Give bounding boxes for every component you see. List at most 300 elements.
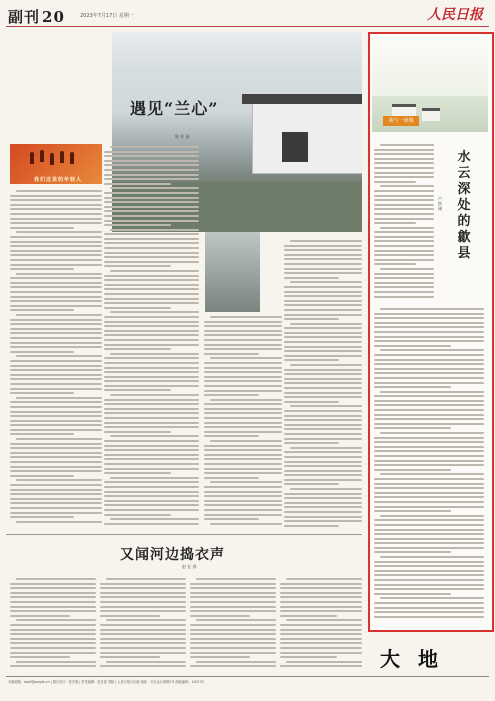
text-line (284, 369, 362, 371)
text-line (104, 403, 199, 405)
sidebar-column-badge: 我与一座城 (383, 116, 419, 126)
text-line (284, 332, 362, 334)
text-line (290, 364, 362, 366)
text-line (104, 344, 199, 346)
text-line (196, 578, 276, 580)
text-line (374, 331, 484, 333)
text-line (104, 224, 171, 226)
banner-caption: 我们这里的年轻人 (34, 177, 83, 183)
text-line (10, 443, 102, 445)
text-line (284, 511, 362, 513)
text-line (280, 633, 362, 635)
text-line (190, 583, 276, 585)
text-line (374, 538, 484, 540)
text-line (10, 415, 102, 417)
text-line (284, 336, 362, 338)
text-line (104, 197, 199, 199)
text-line (280, 583, 362, 585)
text-line (284, 465, 362, 467)
text-line (374, 218, 434, 220)
roof-shape (242, 94, 362, 104)
text-line (110, 311, 199, 313)
text-line (10, 642, 96, 644)
text-line (104, 256, 199, 258)
text-line (380, 308, 484, 310)
text-line (10, 291, 102, 293)
text-line (374, 570, 484, 572)
text-line (284, 309, 362, 311)
text-line (374, 607, 484, 609)
text-line (374, 616, 484, 618)
text-line (374, 529, 484, 531)
text-line (104, 160, 199, 162)
text-line (280, 592, 362, 594)
text-line (374, 579, 484, 581)
text-line (374, 176, 434, 178)
text-line (104, 362, 199, 364)
text-line (104, 371, 199, 373)
text-line (374, 418, 484, 420)
text-line (284, 258, 362, 260)
article-column-1 (10, 190, 102, 530)
text-line (204, 380, 282, 382)
text-line (374, 153, 434, 155)
text-line (374, 478, 484, 480)
text-line (204, 394, 259, 396)
text-line (380, 515, 484, 517)
text-line (290, 281, 362, 283)
text-line (374, 561, 484, 563)
text-line (374, 542, 484, 544)
text-line (10, 606, 96, 608)
text-line (10, 208, 102, 210)
text-line (290, 447, 362, 449)
text-line (104, 417, 199, 419)
text-line (104, 514, 171, 516)
text-line (204, 412, 282, 414)
text-line (204, 445, 282, 447)
text-line (290, 323, 362, 325)
text-line (284, 286, 362, 288)
text-line (10, 199, 102, 201)
text-line (110, 353, 199, 355)
text-line (210, 523, 282, 525)
text-line (284, 410, 362, 412)
text-line (284, 461, 362, 463)
sidebar-article-title: 水云深处的歙县 (457, 150, 471, 261)
text-line (190, 652, 276, 654)
text-line (104, 215, 199, 217)
text-line (374, 222, 416, 224)
text-line (104, 454, 199, 456)
text-line (204, 449, 282, 451)
text-line (374, 437, 484, 439)
text-line (10, 401, 102, 403)
text-line (210, 357, 282, 359)
text-line (284, 346, 362, 348)
text-line (10, 665, 96, 667)
text-line (280, 606, 362, 608)
text-line (380, 227, 434, 229)
text-line (280, 624, 362, 626)
text-line (204, 334, 282, 336)
text-line (106, 661, 186, 663)
text-line (284, 327, 362, 329)
text-line (104, 408, 199, 410)
text-line (100, 642, 186, 644)
text-line (380, 556, 484, 558)
page-number: 20 (42, 8, 65, 26)
text-line (204, 348, 282, 350)
text-line (110, 518, 199, 520)
text-line (290, 240, 362, 242)
text-line (10, 374, 102, 376)
text-line (374, 236, 434, 238)
text-line (10, 470, 102, 472)
text-line (374, 400, 484, 402)
text-line (374, 213, 434, 215)
text-line (284, 378, 362, 380)
text-line (374, 345, 451, 347)
text-line (104, 412, 199, 414)
text-line (204, 463, 282, 465)
text-line (204, 376, 282, 378)
text-line (10, 516, 74, 518)
text-line (374, 296, 434, 298)
text-line (374, 501, 484, 503)
text-line (204, 504, 282, 506)
text-line (100, 629, 186, 631)
header-divider (6, 26, 489, 27)
second-article-column-4 (280, 578, 362, 670)
text-line (374, 340, 484, 342)
text-line (190, 601, 276, 603)
text-line (104, 307, 171, 309)
text-line (284, 373, 362, 375)
text-line (104, 210, 199, 212)
main-article-title: 遇见“兰心” (130, 99, 219, 118)
text-line (10, 309, 74, 311)
text-line (284, 249, 362, 251)
text-line (190, 615, 250, 617)
text-line (104, 445, 199, 447)
text-line (110, 394, 199, 396)
text-line (204, 353, 259, 355)
text-line (10, 466, 102, 468)
text-line (380, 597, 484, 599)
text-line (110, 270, 199, 272)
text-line (104, 458, 199, 460)
text-line (16, 397, 102, 399)
text-line (196, 619, 276, 621)
text-line (380, 144, 434, 146)
text-line (100, 583, 186, 585)
text-line (286, 619, 362, 621)
text-line (10, 601, 96, 603)
text-line (10, 452, 102, 454)
text-line (10, 222, 102, 224)
text-line (10, 305, 102, 307)
text-line (104, 509, 199, 511)
text-line (374, 317, 484, 319)
text-line (374, 326, 484, 328)
text-line (204, 325, 282, 327)
text-line (104, 201, 199, 203)
text-line (10, 378, 102, 380)
text-line (104, 174, 199, 176)
text-line (374, 492, 484, 494)
text-line (284, 428, 362, 430)
text-line (16, 479, 102, 481)
text-line (104, 495, 199, 497)
text-line (190, 587, 276, 589)
text-line (10, 610, 96, 612)
text-line (190, 624, 276, 626)
text-line (16, 190, 102, 192)
text-line (374, 204, 434, 206)
text-line (210, 399, 282, 401)
text-line (284, 483, 339, 485)
text-line (104, 151, 199, 153)
text-line (110, 187, 199, 189)
second-article-column-1 (10, 578, 96, 670)
text-line (374, 584, 484, 586)
sidebar-column-top (374, 144, 434, 304)
text-line (210, 481, 282, 483)
text-line (10, 433, 74, 435)
text-line (110, 229, 199, 231)
text-line (374, 277, 434, 279)
text-line (104, 449, 199, 451)
text-line (104, 389, 171, 391)
text-line (204, 500, 282, 502)
text-line (10, 633, 96, 635)
text-line (10, 365, 102, 367)
text-line (374, 240, 434, 242)
text-line (100, 592, 186, 594)
text-line (374, 487, 484, 489)
text-line (374, 574, 484, 576)
text-line (380, 268, 434, 270)
text-line (284, 272, 362, 274)
text-line (10, 346, 102, 348)
text-line (10, 360, 102, 362)
text-line (10, 351, 74, 353)
text-line (10, 638, 96, 640)
text-line (374, 195, 434, 197)
text-line (104, 169, 199, 171)
text-line (374, 469, 451, 471)
text-line (100, 624, 186, 626)
text-line (374, 395, 484, 397)
text-line (374, 602, 484, 604)
text-line (380, 391, 484, 393)
section-calligraphy: 大地 (380, 647, 456, 671)
text-line (204, 344, 282, 346)
text-line (284, 433, 362, 435)
text-line (104, 500, 199, 502)
text-line (284, 382, 362, 384)
text-line (190, 633, 276, 635)
text-line (374, 263, 416, 265)
text-line (204, 403, 282, 405)
text-line (204, 495, 282, 497)
figure-silhouette (40, 150, 44, 162)
text-line (204, 486, 282, 488)
text-line (110, 435, 199, 437)
text-line (10, 493, 102, 495)
text-line (10, 489, 102, 491)
text-line (100, 647, 186, 649)
text-line (190, 606, 276, 608)
text-line (374, 158, 434, 160)
text-line (10, 241, 102, 243)
text-line (100, 610, 186, 612)
main-article-byline: 陈 亚 福 (175, 134, 190, 139)
text-line (106, 619, 186, 621)
text-line (104, 206, 199, 208)
text-line (284, 295, 362, 297)
text-line (380, 432, 484, 434)
text-line (374, 208, 434, 210)
text-line (204, 426, 282, 428)
text-line (100, 652, 186, 654)
text-line (204, 458, 282, 460)
text-line (284, 424, 362, 426)
text-line (110, 477, 199, 479)
text-line (10, 218, 102, 220)
section-name: 副刊 20 (8, 8, 65, 26)
text-line (104, 302, 199, 304)
text-line (10, 647, 96, 649)
text-line (374, 427, 451, 429)
text-line (190, 665, 276, 667)
text-line (204, 477, 259, 479)
text-line (104, 284, 199, 286)
figure-silhouette (70, 152, 74, 164)
text-line (284, 392, 362, 394)
text-line (16, 231, 102, 233)
text-line (374, 588, 484, 590)
second-article-title: 又闻河边捣衣声 (120, 547, 225, 563)
text-line (104, 178, 199, 180)
text-line (284, 520, 362, 522)
text-line (374, 524, 484, 526)
text-line (10, 245, 102, 247)
text-line (10, 369, 102, 371)
text-line (284, 304, 362, 306)
text-line (374, 336, 484, 338)
text-line (284, 415, 362, 417)
text-line (10, 319, 102, 321)
text-line (10, 583, 96, 585)
text-line (204, 472, 282, 474)
text-line (374, 199, 434, 201)
text-line (204, 422, 282, 424)
text-line (374, 409, 484, 411)
text-line (280, 615, 337, 617)
text-line (280, 601, 362, 603)
article-divider (6, 534, 362, 535)
text-line (280, 629, 362, 631)
text-line (204, 514, 282, 516)
text-line (10, 596, 96, 598)
text-line (16, 619, 96, 621)
text-line (190, 596, 276, 598)
text-line (374, 250, 434, 252)
text-line (280, 665, 362, 667)
text-line (10, 383, 102, 385)
figure-silhouette (50, 153, 54, 165)
text-line (10, 656, 70, 658)
text-line (204, 435, 259, 437)
footer-divider (6, 676, 489, 677)
text-line (204, 518, 259, 520)
text-line (104, 523, 199, 525)
text-line (104, 265, 171, 267)
text-line (16, 661, 96, 663)
text-line (204, 408, 282, 410)
text-line (374, 322, 484, 324)
text-line (104, 242, 199, 244)
text-line (374, 254, 434, 256)
doorway-shape (282, 132, 308, 162)
text-line (10, 195, 102, 197)
text-line (284, 470, 362, 472)
text-line (204, 468, 282, 470)
text-line (374, 414, 484, 416)
text-line (290, 405, 362, 407)
text-line (374, 167, 434, 169)
text-line (104, 426, 199, 428)
text-line (104, 293, 199, 295)
text-line (10, 296, 102, 298)
text-line (280, 647, 362, 649)
text-line (380, 349, 484, 351)
text-line (374, 368, 484, 370)
issue-date: 2023年7月17日 星期一 (80, 13, 134, 19)
text-line (10, 286, 102, 288)
text-line (10, 277, 102, 279)
text-line (104, 247, 199, 249)
text-line (204, 390, 282, 392)
text-line (280, 638, 362, 640)
text-line (204, 454, 282, 456)
text-line (10, 264, 102, 266)
text-line (10, 484, 102, 486)
text-line (104, 261, 199, 263)
text-line (100, 615, 160, 617)
text-line (284, 474, 362, 476)
text-line (10, 447, 102, 449)
text-line (104, 481, 199, 483)
text-line (10, 424, 102, 426)
text-line (104, 220, 199, 222)
text-line (204, 321, 282, 323)
text-line (374, 450, 484, 452)
text-line (374, 441, 484, 443)
article-column-4 (284, 240, 362, 530)
sidebar-article-byline: 卢 跃 刚 (438, 196, 442, 211)
text-line (100, 638, 186, 640)
text-line (104, 491, 199, 493)
text-line (374, 149, 434, 151)
figure-silhouette (30, 152, 34, 164)
article-column-2 (104, 146, 199, 530)
text-line (16, 314, 102, 316)
text-line (16, 273, 102, 275)
text-line (190, 656, 250, 658)
